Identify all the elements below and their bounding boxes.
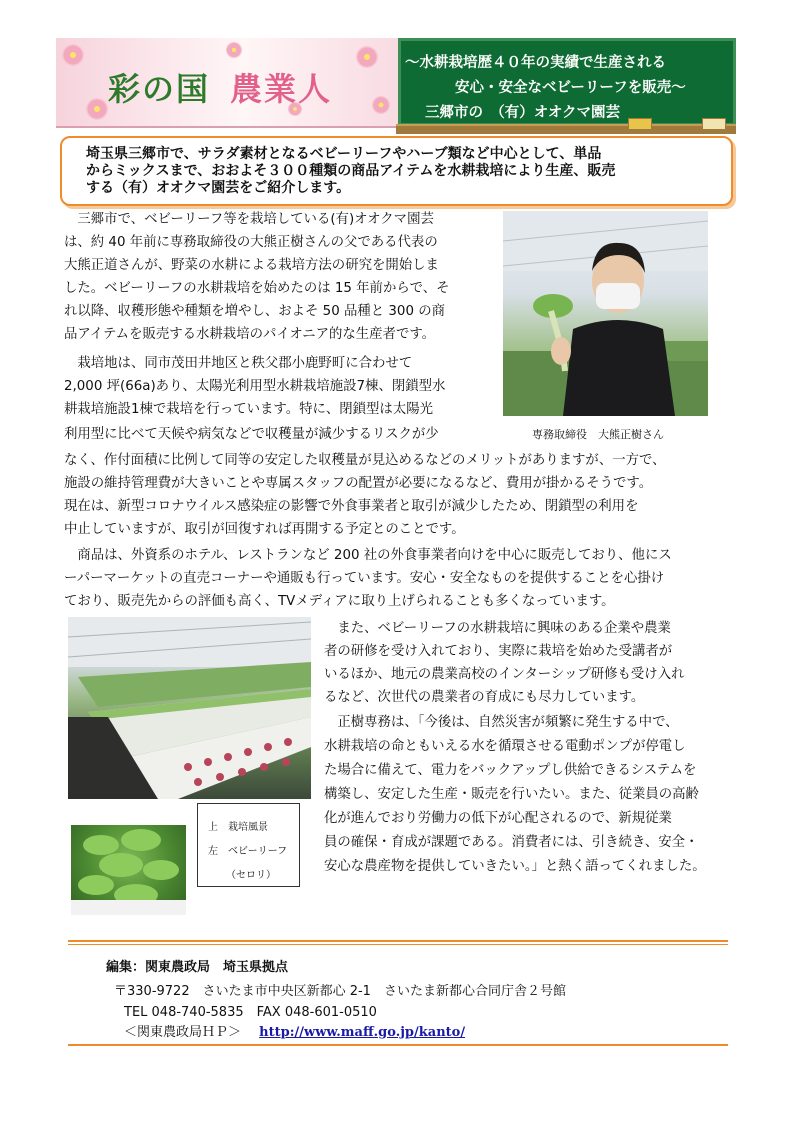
footer-hp — [124, 1021, 465, 1040]
article-line: 利用型に比べて天候や病気などで収穫量が減少するリスクが少 — [64, 427, 439, 442]
article-line: 三郷市で、ベビーリーフ等を栽培している(有)オオクマ園芸 — [64, 212, 434, 227]
blossom-icon — [372, 96, 390, 114]
article-line: 正樹専務は、「今後は、自然災害が頻繁に発生する中で、 — [324, 715, 679, 730]
subtitle-line3: 三郷市の （有）オオクマ園芸 — [425, 105, 621, 121]
article-line: は、約 40 年前に専務取締役の大熊正樹さんの父である代表の — [64, 235, 438, 250]
caption-line: 左 ベビーリーフ — [208, 846, 288, 857]
article-line: した。ベビーリーフの水耕栽培を始めたのは 15 年前からで、そ — [64, 281, 450, 296]
photo-caption-box — [197, 803, 300, 887]
portrait-caption: 専務取締役 大熊正樹さん — [532, 428, 664, 441]
footer-address: 〒330-9722 さいたま市中央区新都心 2-1 さいたま新都心合同庁舎２号館 — [114, 984, 566, 999]
header-banner-left — [56, 38, 398, 128]
article-line: 栽培地は、同市茂田井地区と秩父郡小鹿野町に合わせて — [64, 356, 413, 371]
article-line: ーパーマーケットの直売コーナーや通販も行っています。安心・安全なものを提供することを心掛け — [64, 571, 665, 586]
caption-line: （セロリ） — [226, 870, 276, 881]
blossom-icon — [356, 46, 378, 68]
subtitle-line2: 安心・安全なベビーリーフを販売～ — [455, 80, 686, 96]
baby-leaf-photo — [71, 805, 186, 915]
portrait-photo — [503, 211, 708, 416]
header-banner-right — [398, 38, 736, 126]
article-line: 商品は、外資系のホテル、レストランなど 200 社の外食事業者向けを中心に販売しており、他にス — [64, 548, 672, 563]
article-line: 2,000 坪(66a)あり、太陽光利用型水耕栽培施設7棟、閉鎖型水 — [64, 379, 446, 394]
chalk-icon — [628, 118, 652, 130]
footer-divider-top-thin — [68, 944, 728, 945]
article-line: 構築し、安定した生産・販売を行いたい。また、従業員の高齢 — [324, 787, 699, 802]
footer-editor: 編集：関東農政局 埼玉県拠点 — [106, 960, 289, 975]
intro-text: 埼玉県三郷市で、サラダ素材となるベビーリーフやハーブ類など中心として、単品 からミックスまで、おおよそ３００種類の商品アイテムを水耕栽培により生産、販売 する（有）オオクマ園芸をご紹介します。 — [86, 146, 616, 196]
leaf-illustration — [71, 805, 186, 915]
article-line: 者の研修を受け入れており、実際に栽培を始めた受講者が — [324, 644, 673, 659]
banner-tray — [396, 124, 736, 134]
article-line: 水耕栽培の命ともいえる水を循環させる電動ポンプが停電し — [324, 739, 686, 754]
footer-divider-bottom — [68, 1044, 728, 1046]
blossom-icon — [86, 98, 108, 120]
portrait-illustration — [503, 211, 708, 416]
footer-divider-top — [68, 940, 728, 942]
article-line: なく、作付面積に比例して同等の安定した収穫量が見込めるなどのメリットがありますが、一方で、 — [64, 453, 666, 468]
subtitle-line1: ～水耕栽培歴４０年の実績で生産される — [405, 55, 666, 71]
article-line: 施設の維持管理費が大きいことや専属スタッフの配置が必要になるなど、費用が掛かるそうです。 — [64, 476, 653, 491]
article-line: 化が進んでおり労働力の低下が心配されるので、新規従業 — [324, 811, 672, 826]
intro-box — [60, 136, 733, 206]
article-line: るなど、次世代の農業者の育成にも尽力しています。 — [324, 690, 645, 705]
eraser-icon — [702, 118, 726, 130]
article-line: れ以降、収穫形態や種類を増やし、およそ 50 品種と 300 の商 — [64, 304, 445, 319]
footer-hp-link[interactable]: http://www.maff.go.jp/kanto/ — [259, 1025, 466, 1040]
article-line: いるほか、地元の農業高校のインターシップ研修も受け入れ — [324, 667, 685, 682]
article-line: 品アイテムを販売する水耕栽培のパイオニア的な生産者です。 — [64, 327, 436, 342]
article-line: 大熊正道さんが、野菜の水耕による栽培方法の研究を開始しま — [64, 258, 439, 273]
greenhouse-photo — [68, 617, 311, 799]
title-part1: 彩の国 — [108, 70, 211, 108]
footer-phone: TEL 048-740-5835 FAX 048-601-0510 — [124, 1005, 377, 1020]
blossom-icon — [226, 42, 242, 58]
caption-line: 上 栽培風景 — [208, 822, 268, 833]
article-line: 現在は、新型コロナウイルス感染症の影響で外食事業者と取引が減少したため、閉鎖型の利用を — [64, 499, 639, 514]
article-line: ており、販売先からの評価も高く、TVメディアに取り上げられることも多くなっています。 — [64, 594, 615, 609]
article-line: 中止していますが、取引が回復すれば再開する予定とのことです。 — [64, 522, 465, 537]
article-line: 安心な農産物を提供していきたい。」と熱く語ってくれました。 — [324, 859, 706, 874]
greenhouse-illustration — [68, 617, 311, 799]
blossom-icon — [62, 44, 84, 66]
article-line: た場合に備えて、電力をバックアップし供給できるシステムを — [324, 763, 697, 778]
footer-hp-label: ＜関東農政局ＨＰ＞ — [124, 1025, 242, 1040]
article-line: 員の確保・育成が課題である。消費者には、引き続き、安全・ — [324, 835, 699, 850]
title-part2: 農業人 — [230, 70, 333, 108]
article-line: 耕栽培施設1棟で栽培を行っています。特に、閉鎖型は太陽光 — [64, 402, 433, 417]
article-line: また、ベビーリーフの水耕栽培に興味のある企業や農業 — [324, 621, 671, 636]
page-title — [108, 64, 332, 110]
